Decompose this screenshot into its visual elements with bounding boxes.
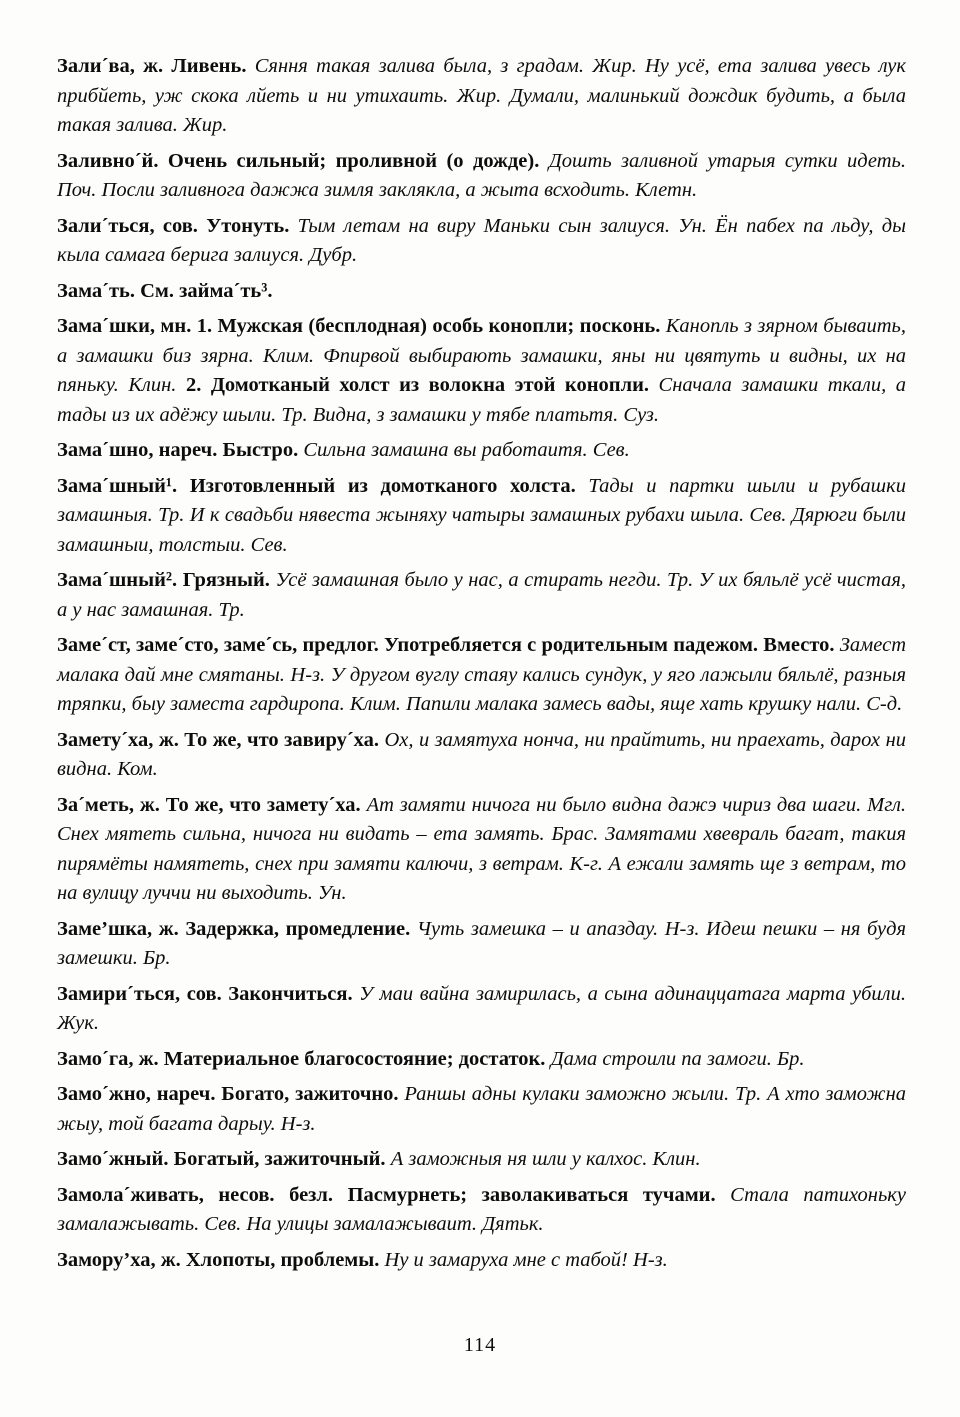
dictionary-entry — [57, 1045, 906, 1075]
entry-headword-segment: Зали´ва, ж. Ливень. — [57, 55, 255, 77]
dictionary-entry — [57, 312, 906, 430]
dictionary-entry — [57, 212, 906, 271]
dictionary-entry — [57, 52, 906, 141]
dictionary-entry — [57, 566, 906, 625]
entry-example-segment: Усё замашная было у нас, а стирать негди. Тр. У их бяльлё усё чистая, а у нас замашная. Тр. — [57, 569, 906, 621]
entry-headword-segment: Замо´жно, нареч. Богато, зажиточно. — [57, 1083, 405, 1105]
dictionary-entry — [57, 631, 906, 720]
entry-headword-segment: Зама´шки, мн. 1. Мужская (бесплодная) особь конопли; посконь. — [57, 315, 666, 337]
entry-example-segment: Замест малака дай мне смятаны. Н-з. У другом вуглу стаяу кались сундук, у яго лажыли бяльлё, разныя тряпки, быу заместа гардиропа. Клим. Папили малака замесь вады, яще хать крушку нали. С-д. — [57, 634, 906, 715]
entry-example-segment: Ох, и замятуха нонча, ни прайтить, ни праехать, дарох ни видна. Ком. — [57, 728, 906, 780]
entry-headword-segment: Замету´ха, ж. То же, что завиру´ха. — [57, 728, 385, 751]
entry-headword-segment: Заме´ст, заме´сто, заме´сь, предлог. Употребляется с родительным падежом. Вместо. — [57, 634, 840, 656]
entry-example-segment: Сяння такая залива была, з градам. Жир. Ну усё, ета залива увесь лук прибйеть, уж скока лйеть и ни утихаить. Жир. Думали, малинький дождик будить, а была такая залива. Жир. — [57, 55, 906, 136]
dictionary-entry — [57, 1080, 906, 1139]
dictionary-entry — [57, 1145, 906, 1175]
entry-headword-segment: Зама´шно, нареч. Быстро. — [57, 439, 304, 461]
entry-headword-segment: Зама´шный¹. Изготовленный из домотканого холста. — [57, 474, 589, 497]
entry-headword-segment: Зама´шный². Грязный. — [57, 569, 276, 591]
entry-example-segment: Ну и замаруха мне с табой! Н-з. — [384, 1248, 668, 1271]
entry-headword-segment: Зали´ться, сов. Утонуть. — [57, 214, 298, 237]
entry-example-segment: Тым летам на виру Маньки сын залиуся. Ун. Ён пабех па льду, ды кыла самага берига залиуся. Дубр. — [57, 214, 906, 266]
entry-headword-segment: 2. Домотканый холст из волокна этой конопли. — [185, 374, 659, 396]
entry-example-segment: Дама строили па замоги. Бр. — [550, 1047, 805, 1070]
entry-example-segment: Чуть замешка – и апаздау. Н-з. Идеш пешки – ня будя замешки. Бр. — [57, 917, 906, 969]
entry-example-segment: Канопль з зярном бываить, а замашки биз зярна. Клим. Фпирвой выбирають замашки, яны ни цвятуть и видны, их на пяньку. Клин. — [57, 315, 907, 396]
dictionary-entry — [57, 915, 906, 974]
entry-example-segment: Дошть заливной утарыя сутки идеть. Поч. Посли заливнога дажжа зимля заклякла, а жыта всходить. Клетн. — [57, 149, 906, 201]
dictionary-entry — [57, 147, 906, 206]
dictionary-entry — [57, 1246, 906, 1276]
dictionary-entry — [57, 726, 906, 785]
entry-example-segment: Сначала замашки ткали, а тады из их адёжу шыли. Тр. Видна, з замашки у тябе платьтя. Суз. — [57, 374, 906, 426]
dictionary-entry — [57, 436, 906, 466]
dictionary-entry — [57, 472, 906, 561]
entry-example-segment: Ат замяти ничога ни было видна дажэ чириз два шаги. Мгл. Снех мятеть сильна, ничога ни видать – ета замять. Брас. Замятами хвевраль багат, такия пирямёты намятеть, снех при замяти калючи, з ветрам. К-г. А ежали замять ще з ветрам, то на вулицу луччи ни выходить. Ун. — [57, 793, 907, 904]
dictionary-entry — [57, 277, 906, 307]
entry-headword-segment: Замо´жный. Богатый, зажиточный. — [57, 1148, 391, 1170]
dictionary-entries — [57, 52, 906, 1281]
entry-headword-segment: Замо´га, ж. Материальное благосостояние; достаток. — [57, 1047, 551, 1070]
entry-headword-segment: Зама´ть. См. займа´ть³. — [57, 279, 273, 302]
entry-headword-segment: За´меть, ж. То же, что замету´ха. — [57, 793, 367, 816]
entry-headword-segment: Заливно´й. Очень сильный; проливной (о дожде). — [57, 149, 549, 172]
entry-example-segment: Тады и партки шыли и рубашки замашныя. Тр. И к свадьби нявеста жыняху чатыры замашных рубахи шыла. Сев. Дярюги были замашныи, толстыи. Сев. — [57, 474, 906, 556]
entry-headword-segment: Заме’шка, ж. Задержка, промедление. — [57, 917, 417, 940]
entry-example-segment: Сильна замашна вы работаитя. Сев. — [303, 439, 630, 461]
page-number: 114 — [463, 1334, 497, 1356]
dictionary-entry — [57, 980, 906, 1039]
entry-example-segment: Раншы адны кулаки заможно жыли. Тр. А хто заможна жыу, той багата дарыу. Н-з. — [57, 1083, 906, 1135]
dictionary-entry — [57, 791, 906, 909]
entry-example-segment: А заможныя ня шли у калхос. Клин. — [390, 1148, 701, 1170]
entry-headword-segment: Замола´живать, несов. безл. Пасмурнеть; заволакиваться тучами. — [57, 1183, 731, 1206]
entry-headword-segment: Замору’ха, ж. Хлопоты, проблемы. — [57, 1248, 385, 1271]
entry-example-segment: У маи вайна замирилась, а сына адинаццатага марта убили. Жук. — [57, 982, 906, 1034]
entry-headword-segment: Замири´ться, сов. Закончиться. — [57, 982, 360, 1005]
dictionary-entry — [57, 1181, 906, 1240]
entry-example-segment: Стала патихоньку замалажывать. Сев. На улицы замалажываит. Дятьк. — [57, 1183, 906, 1235]
